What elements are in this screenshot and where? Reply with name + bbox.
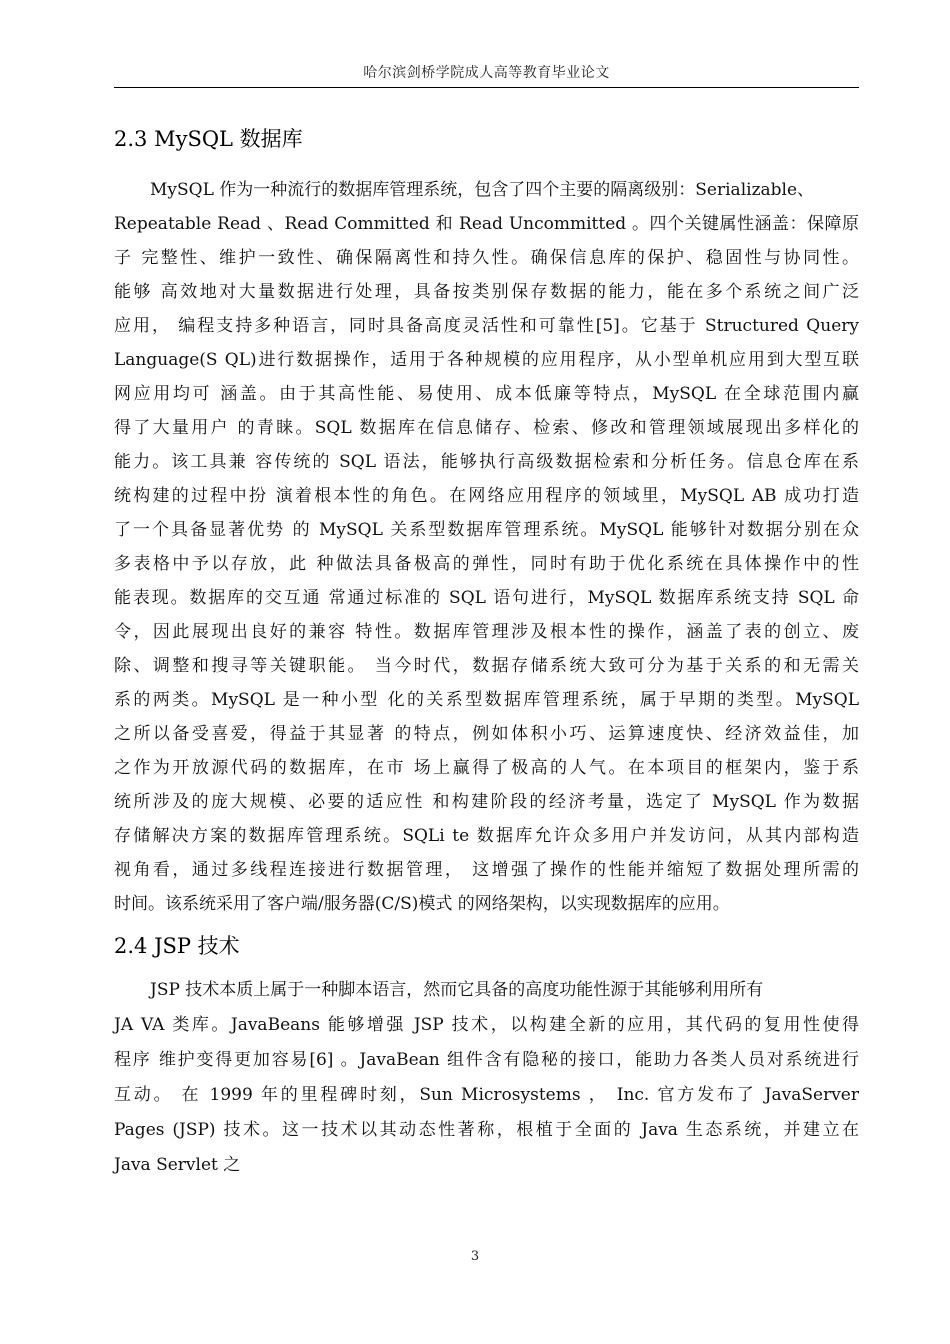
text-line: Language(S QL)进行数据操作，适用于各种规模的应用程序，从小型单机应用到大型互联: [114, 350, 859, 370]
section-heading-mysql: 2.3 MySQL 数据库: [114, 127, 303, 151]
text-line: 互动。 在 1999 年的里程碑时刻，Sun Microsystems ， Inc. 官方发布了 JavaServer: [114, 1085, 859, 1105]
text-line: JA VA 类库。JavaBeans 能够增强 JSP 技术，以构建全新的应用，其代码的复用性使得: [114, 1015, 859, 1035]
text-line: 能表现。数据库的交互通 常通过标准的 SQL 语句进行，MySQL 数据库系统支持 SQL 命: [114, 588, 859, 608]
text-line: MySQL 作为一种流行的数据库管理系统，包含了四个主要的隔离级别：Serializable、: [150, 180, 815, 200]
text-line: 统构建的过程中扮 演着根本性的角色。在网络应用程序的领域里，MySQL AB 成功打造: [114, 486, 859, 506]
text-line: Repeatable Read 、Read Committed 和 Read Uncommitted 。四个关键属性涵盖：保障原: [114, 214, 859, 234]
text-line: 统所涉及的庞大规模、必要的适应性 和构建阶段的经济考量，选定了 MySQL 作为数据: [114, 792, 859, 812]
text-line: 视角看，通过多线程连接进行数据管理， 这增强了操作的性能并缩短了数据处理所需的: [114, 860, 859, 880]
text-line: 除、调整和搜寻等关键职能。 当今时代，数据存储系统大致可分为基于关系的和无需关: [114, 656, 859, 676]
text-line: Java Servlet 之: [114, 1155, 241, 1175]
text-line: 之所以备受喜爱，得益于其显著 的特点，例如体积小巧、运算速度快、经济效益佳，加: [114, 724, 859, 744]
page-number: 3: [470, 1249, 480, 1264]
text-line: 多表格中予以存放，此 种做法具备极高的弹性，同时有助于优化系统在具体操作中的性: [114, 554, 859, 574]
text-line: 得了大量用户 的青睐。SQL 数据库在信息储存、检索、修改和管理领域展现出多样化的: [114, 418, 859, 438]
text-line: Pages (JSP) 技术。这一技术以其动态性著称，根植于全面的 Java 生态系统，并建立在: [114, 1120, 859, 1140]
text-line: 网应用均可 涵盖。由于其高性能、易使用、成本低廉等特点，MySQL 在全球范围内赢: [114, 384, 859, 404]
text-line: 能够 高效地对大量数据进行处理，具备按类别保存数据的能力，能在多个系统之间广泛: [114, 282, 859, 302]
page-header: 哈尔滨剑桥学院成人高等教育毕业论文: [363, 65, 610, 81]
text-line: 令，因此展现出良好的兼容 特性。数据库管理涉及根本性的操作，涵盖了表的创立、废: [114, 622, 859, 642]
text-line: 应用， 编程支持多种语言，同时具备高度灵活性和可靠性[5]。它基于 Structured Query: [114, 316, 859, 336]
text-line: 之作为开放源代码的数据库，在市 场上赢得了极高的人气。在本项目的框架内，鉴于系: [114, 758, 859, 778]
text-line: 子 完整性、维护一致性、确保隔离性和持久性。确保信息库的保护、稳固性与协同性。: [114, 248, 859, 268]
text-line: 存储解决方案的数据库管理系统。SQLi te 数据库允许众多用户并发访问，从其内部构造: [114, 826, 859, 846]
text-line: 系的两类。MySQL 是一种小型 化的关系型数据库管理系统，属于早期的类型。MySQL: [114, 690, 859, 710]
text-line: 能力。该工具兼 容传统的 SQL 语法，能够执行高级数据检索和分析任务。信息仓库在系: [114, 452, 859, 472]
text-line: 时间。该系统采用了客户端/服务器(C/S)模式 的网络架构，以实现数据库的应用。: [114, 894, 730, 914]
header-rule: [114, 87, 859, 88]
text-line: 了一个具备显著优势 的 MySQL 关系型数据库管理系统。MySQL 能够针对数据分别在众: [114, 520, 859, 540]
text-line: JSP 技术本质上属于一种脚本语言，然而它具备的高度功能性源于其能够利用所有: [150, 980, 764, 1000]
section-heading-jsp: 2.4 JSP 技术: [114, 934, 240, 958]
text-line: 程序 维护变得更加容易[6] 。JavaBean 组件含有隐秘的接口，能助力各类人员对系统进行: [114, 1050, 859, 1070]
